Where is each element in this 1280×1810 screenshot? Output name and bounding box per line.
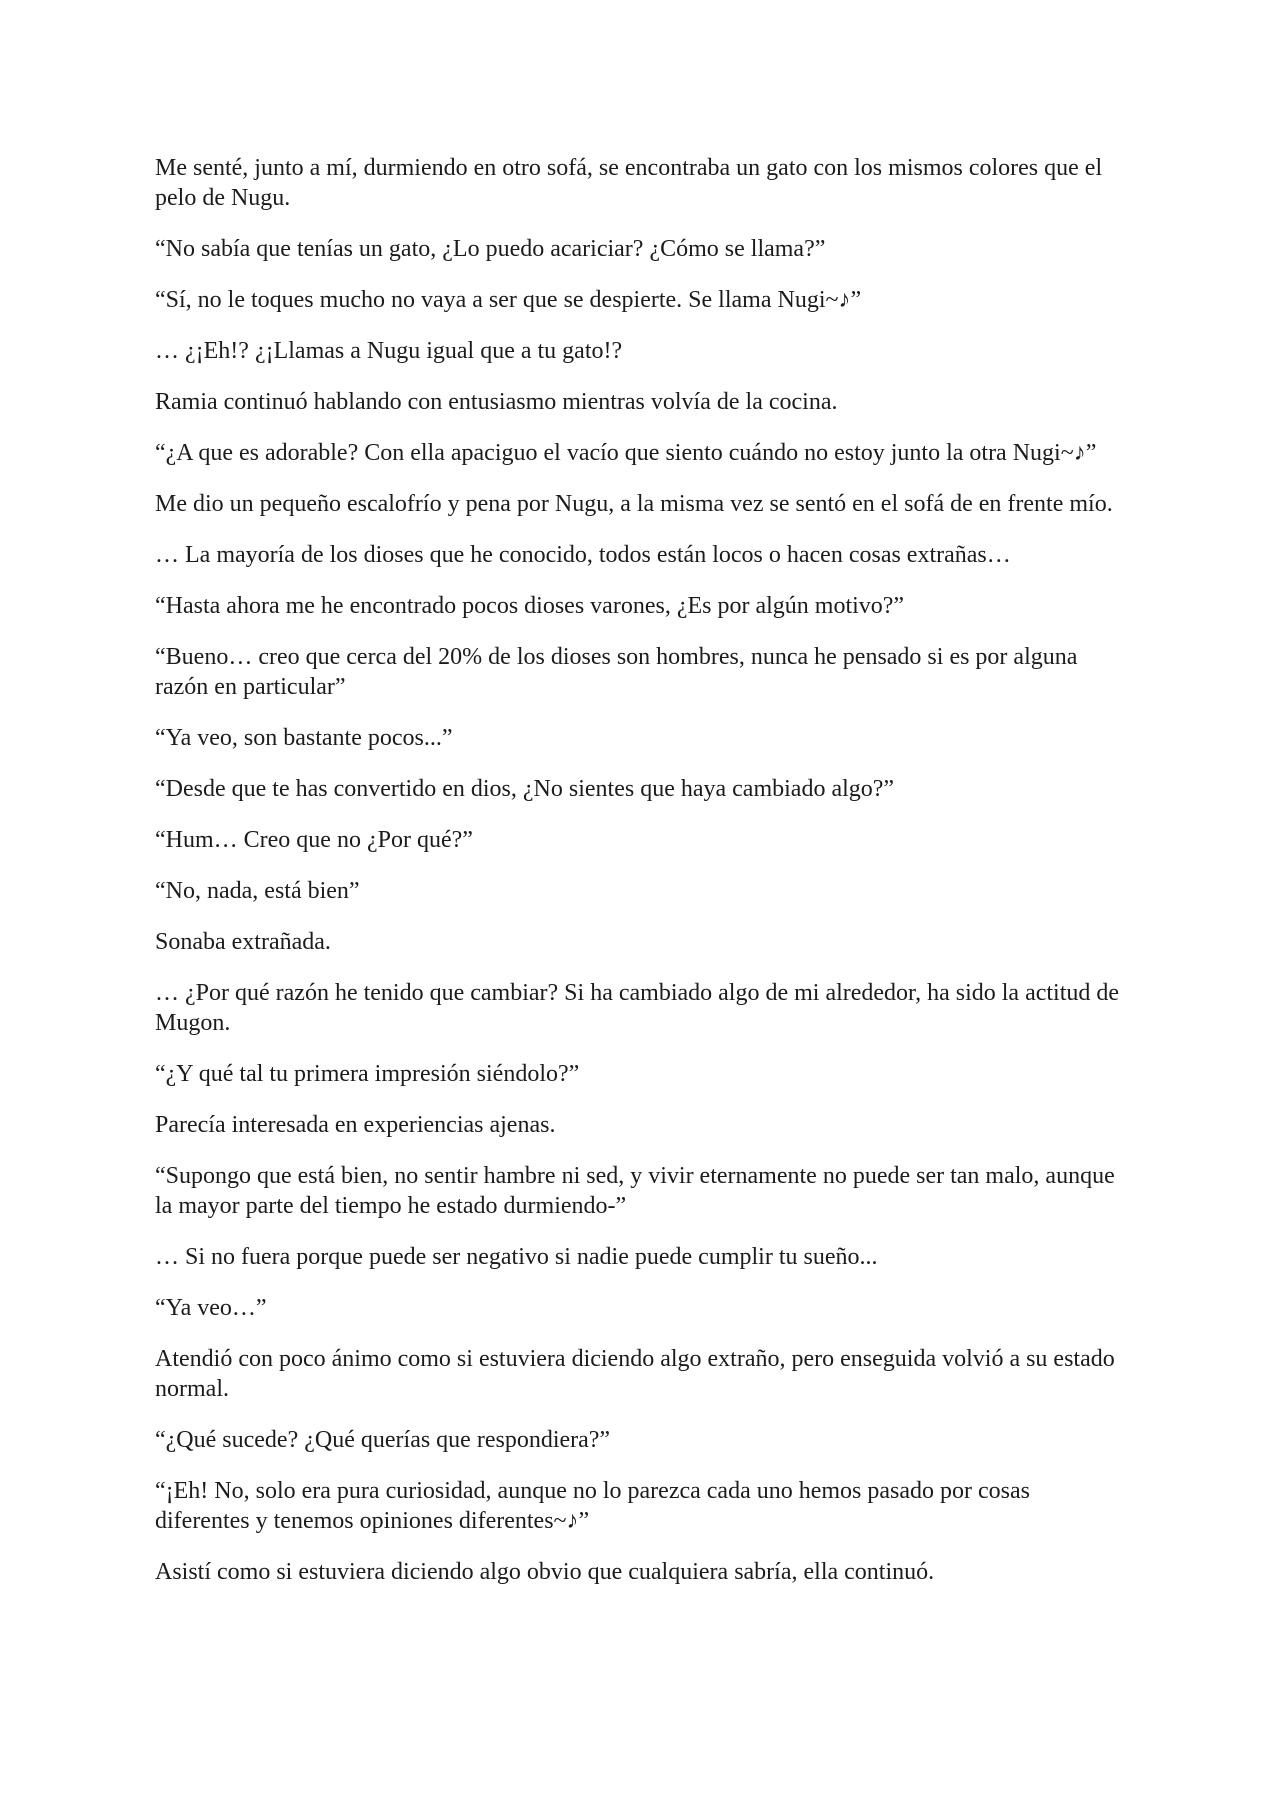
paragraph: “No sabía que tenías un gato, ¿Lo puedo acariciar? ¿Cómo se llama?” bbox=[155, 236, 826, 262]
paragraph: “¿Qué sucede? ¿Qué querías que respondiera?” bbox=[155, 1427, 611, 1453]
paragraph: Me senté, junto a mí, durmiendo en otro sofá, se encontraba un gato con los mismos colores que el pelo de Nugu. bbox=[155, 155, 1103, 211]
paragraph: Ramia continuó hablando con entusiasmo mientras volvía de la cocina. bbox=[155, 389, 838, 415]
paragraph: … ¿Por qué razón he tenido que cambiar? Si ha cambiado algo de mi alrededor, ha sido la actitud de Mugon. bbox=[155, 980, 1120, 1036]
paragraph: “No, nada, está bien” bbox=[155, 878, 360, 904]
document-page bbox=[155, 153, 1120, 1608]
paragraph: “Ya veo…” bbox=[155, 1295, 267, 1321]
paragraph: “Bueno… creo que cerca del 20% de los dioses son hombres, nunca he pensado si es por alguna razón en particular” bbox=[155, 644, 1078, 700]
paragraph: “Hasta ahora me he encontrado pocos dioses varones, ¿Es por algún motivo?” bbox=[155, 593, 905, 619]
paragraph: Atendió con poco ánimo como si estuviera diciendo algo extraño, pero enseguida volvió a su estado normal. bbox=[155, 1346, 1115, 1402]
paragraph: Asistí como si estuviera diciendo algo obvio que cualquiera sabría, ella continuó. bbox=[155, 1559, 935, 1585]
paragraph: … Si no fuera porque puede ser negativo si nadie puede cumplir tu sueño... bbox=[155, 1244, 878, 1270]
paragraph: … ¿¡Eh!? ¿¡Llamas a Nugu igual que a tu gato!? bbox=[155, 338, 623, 364]
paragraph: “¿Y qué tal tu primera impresión siéndolo?” bbox=[155, 1061, 580, 1087]
paragraph: Me dio un pequeño escalofrío y pena por Nugu, a la misma vez se sentó en el sofá de en frente mío. bbox=[155, 491, 1113, 517]
paragraph: “¡Eh! No, solo era pura curiosidad, aunque no lo parezca cada uno hemos pasado por cosas diferentes y tenemos opiniones diferentes~♪” bbox=[155, 1478, 1031, 1534]
paragraph: “Ya veo, son bastante pocos...” bbox=[155, 725, 453, 751]
paragraph: Sonaba extrañada. bbox=[155, 929, 331, 955]
paragraph: “Hum… Creo que no ¿Por qué?” bbox=[155, 827, 473, 853]
paragraph: “Desde que te has convertido en dios, ¿No sientes que haya cambiado algo?” bbox=[155, 776, 895, 802]
paragraph: … La mayoría de los dioses que he conocido, todos están locos o hacen cosas extrañas… bbox=[155, 542, 1011, 568]
paragraph: “¿A que es adorable? Con ella apaciguo el vacío que siento cuándo no estoy junto la otra Nugi~♪” bbox=[155, 440, 1097, 466]
paragraph: “Supongo que está bien, no sentir hambre ni sed, y vivir eternamente no puede ser tan malo, aunque la mayor parte del tiempo he estado durmiendo-” bbox=[155, 1163, 1115, 1219]
paragraph: Parecía interesada en experiencias ajenas. bbox=[155, 1112, 556, 1138]
paragraph: “Sí, no le toques mucho no vaya a ser que se despierte. Se llama Nugi~♪” bbox=[155, 287, 862, 313]
